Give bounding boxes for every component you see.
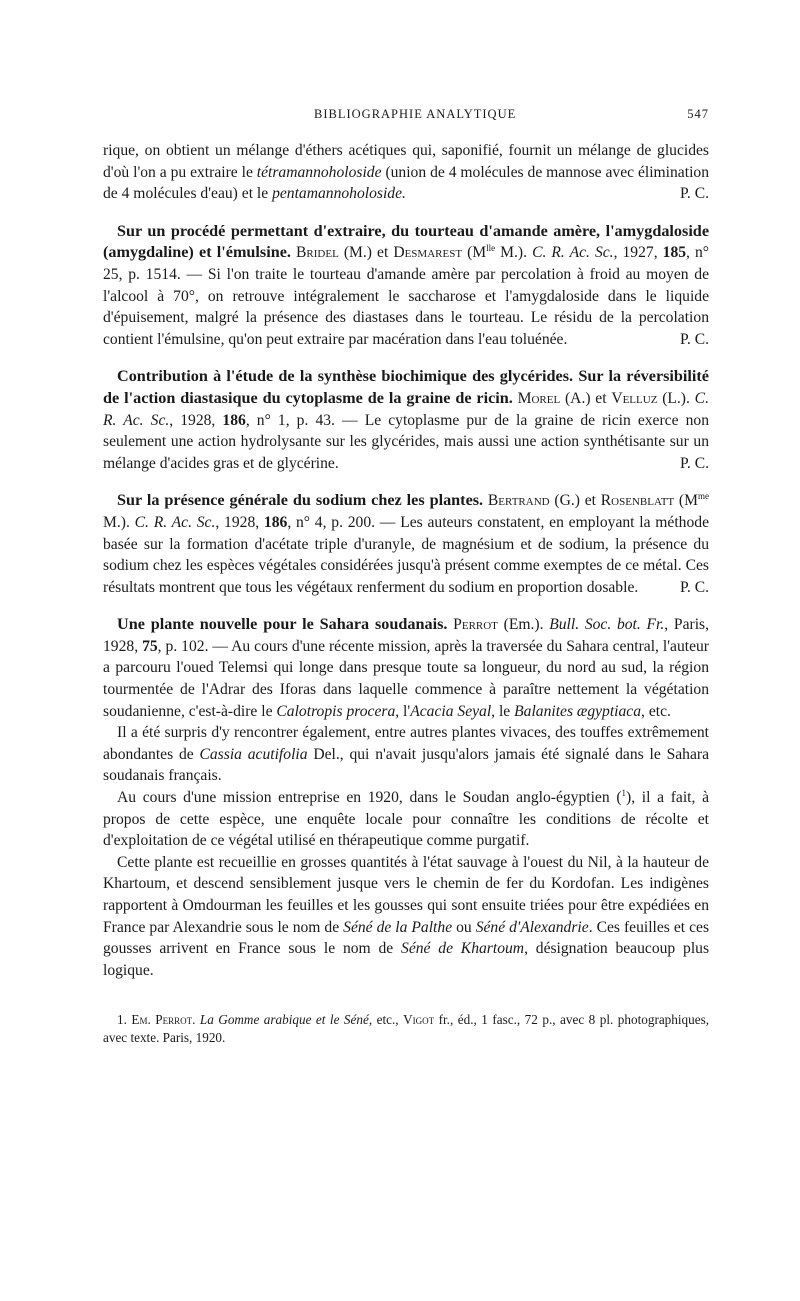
abstract-title: Contribution à l'étude de la synthèse biochimique des glycérides. Sur la réversibilité de l'action diastasique du cytoplasme de la graine de ricin. [103, 367, 709, 407]
trade-name: Séné de Khartoum [401, 940, 525, 958]
journal-name: Bull. Soc. bot. Fr. [549, 616, 665, 634]
abstract-title: Sur un procédé permettant d'extraire, du tourteau d'amande amère, l'amygdaloside (amygdaline) et l'émulsine. [103, 221, 709, 262]
paragraph: Cette plante est recueillie en grosses quantités à l'état sauvage à l'ouest du Nil, à la hauteur de Khartoum, et descend sensiblement jusque vers le chemin de fer du Kordofan. Les indigènes rapportent à Omdourman les feuilles et les gousses qui sont ensuite triées pour être expédiées en France par Alexandrie sous le nom de Séné de la Palthe ou Séné d'Alexandrie. Ces feuilles et ces gousses arrivent en France sous le nom de Séné de Khartoum, désignation beaucoup plus logique. [103, 853, 710, 979]
signature: P. C. [679, 454, 709, 472]
signature: P. C. [679, 185, 709, 203]
abstract-text: Sur un procédé permettant d'extraire, du tourteau d'amande amère, l'amygdaloside (amygdaline) et l'émulsine. Bridel (M.) et Desmarest ($M^{lle}$ M.). C. R. Ac. Sc., 1927, 185, n° 25, p. 1514. — Si l'on traite le tourteau d'amande amère par percolation à froid au moyen de l'alcool à 70°, on retrouve intégralement le saccharose et l'amygdaloside dans le liquide d'épuisement, malgré la présence des diastases dans le tourteau. Le résidu de la percolation contient l'émulsine, qu'on peut extraire par macération dans l'eau toluénée. P. C. [103, 221, 709, 351]
abstract-1 [103, 221, 709, 351]
italic-term: pentamannoholoside. [272, 185, 406, 203]
abstract-text: Une plante nouvelle pour le Sahara soudanais. Perrot (Em.). Bull. Soc. bot. Fr., Paris, 1928, 75, p. 102. — Au cours d'une récente mission, après la traversée du Sahara central, l'auteur a parcouru l'oued Telemsi qui longe dans presque toute sa longueur, du nord au sud, la région tourmentée de l'Adrar des Iforas dans laquelle commence à paraître nettement la végétation soudanienne, c'est-à-dire le Calotropis procera, l'Acacia Seyal, le Balanites ægyptiaca, etc. [103, 615, 710, 720]
species-name: Cassia acutifolia [199, 745, 308, 763]
volume: 185 [662, 244, 687, 262]
abstract-title: Une plante nouvelle pour le Sahara soudanais. [117, 615, 448, 634]
running-header [103, 106, 709, 122]
page-number: 547 [687, 107, 709, 121]
running-title: BIBLIOGRAPHIE ANALYTIQUE [314, 107, 517, 121]
species-name: Acacia Seyal [410, 702, 492, 720]
intro-continuation [103, 140, 709, 205]
author-name: Bridel [296, 244, 339, 262]
species-name: Balanites ægyptiaca [514, 702, 642, 720]
journal-name: C. R. Ac. Sc. [103, 389, 709, 429]
author-name: Em. Perrot [131, 1012, 193, 1028]
species-name: Calotropis procera [276, 702, 396, 720]
abstract-2 [103, 366, 709, 474]
paragraph: Il a été surpris d'y rencontrer également, entre autres plantes vivaces, des touffes extrêmement abondantes de Cassia acutifolia Del., qui n'avait jusqu'alors jamais été signalé dans le Sahara soudanais français. [103, 724, 709, 785]
author-name: Perrot [453, 616, 498, 634]
abstract-text: Sur la présence générale du sodium chez les plantes. Bertrand (G.) et Rosenblatt ($M^{me}$ M.). C. R. Ac. Sc., 1928, 186, n° 4, p. 200. — Les auteurs constatent, en employant la méthode basée sur la formation d'acétate triple d'uranyle, de magnésium et de sodium, la présence du sodium chez les espèces végétales considérées jusqu'à présent comme exemptes de ce métal. Ces résultats montrent que tous les végétaux renferment du sodium en proportion dosable. P. C. [103, 490, 709, 598]
trade-name: Séné d'Alexandrie [475, 918, 589, 936]
volume: 186 [222, 411, 246, 429]
book-title: La Gomme arabique et le Séné [199, 1012, 369, 1028]
abstract-text: Contribution à l'étude de la synthèse biochimique des glycérides. Sur la réversibilité de l'action diastasique du cytoplasme de la graine de ricin. Morel (A.) et Velluz (L.). C. R. Ac. Sc., 1928, 186, n° 1, p. 43. — Le cytoplasme pur de la graine de ricin exerce non seulement une action hydrolysante sur les glycérides, mais aussi une action synthétisante sur un mélange d'acides gras et de glycérine. P. C. [103, 366, 709, 474]
abstract-3 [103, 490, 709, 598]
journal-name: C. R. Ac. Sc. [134, 513, 216, 531]
volume: 186 [263, 513, 288, 531]
italic-term: tétramannoholoside [256, 163, 382, 181]
signature: P. C. [679, 578, 709, 596]
publisher: Vigot [403, 1012, 435, 1028]
author-name: Velluz [611, 389, 658, 407]
volume: 75 [142, 637, 158, 655]
footnote-ref: 1 [621, 787, 627, 798]
author-name: Desmarest [393, 244, 463, 262]
journal-name: C. R. Ac. Sc. [532, 244, 614, 262]
author-name: Rosenblatt [600, 492, 675, 510]
abstract-4 [103, 614, 709, 981]
paragraph: Au cours d'une mission entreprise en 1920, dans le Soudan anglo-égyptien ($^1$), il a fait, à propos de cette espèce, une enquête locale pour connaître les conditions de récolte et d'exploitation de ce végétal utilisé en thérapeutique comme purgatif. [103, 787, 709, 850]
signature: P. C. [679, 330, 709, 348]
author-name: Morel [517, 389, 561, 407]
abstract-title: Sur la présence générale du sodium chez les plantes. [117, 491, 484, 510]
paragraph: rique, on obtient un mélange d'éthers acétiques qui, saponifié, fournit un mélange de glucides d'où l'on a pu extraire le tétramannoholoside (union de 4 molécules de mannose avec élimination de 4 molécules d'eau) et le pentamannoholoside. P. C. [103, 140, 709, 205]
author-name: Bertrand [487, 492, 550, 510]
trade-name: Séné de la Palthe [343, 918, 453, 936]
document-page [103, 106, 709, 1047]
footnote: 1. Em. Perrot. La Gomme arabique et le Séné, etc., Vigot fr., éd., 1 fasc., 72 p., avec 8 pl. photographiques, avec texte. Paris, 1920. [103, 1012, 710, 1046]
